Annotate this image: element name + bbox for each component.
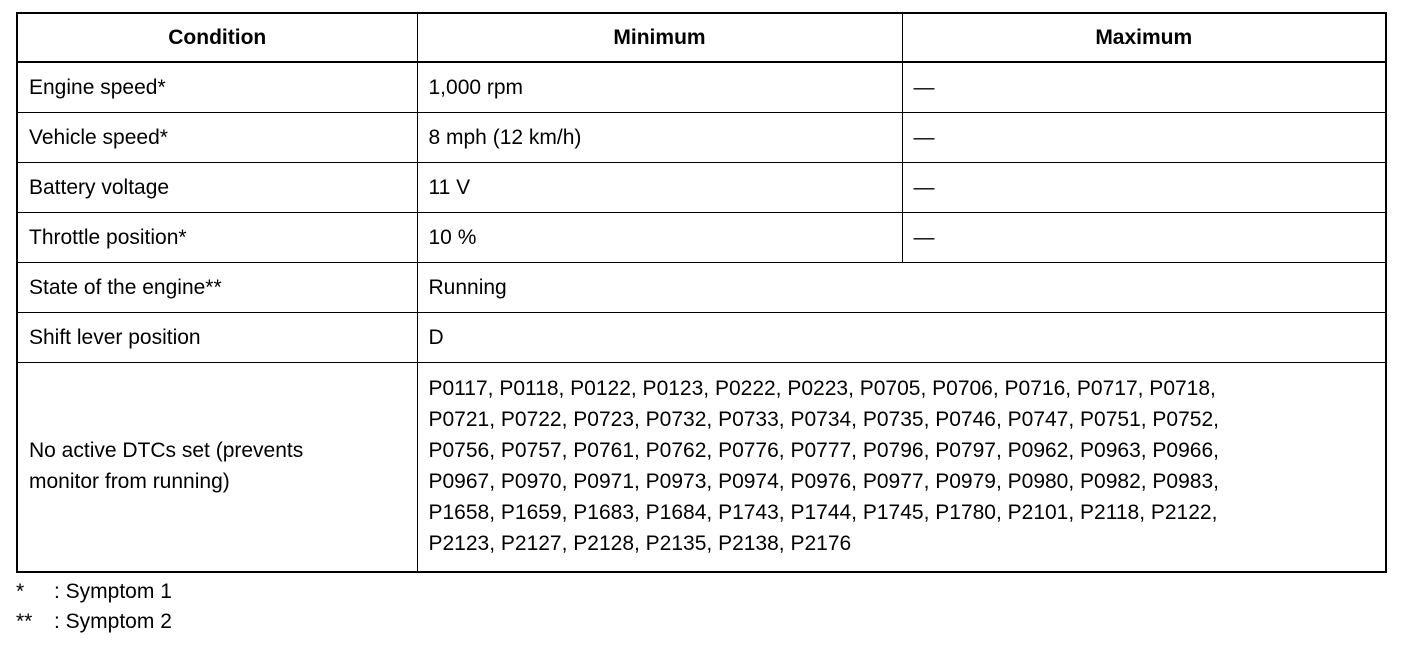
maximum-cell: — [902,213,1386,263]
table-row [17,163,1386,213]
merged-value-cell: Running [417,263,1386,313]
maximum-cell: — [902,62,1386,113]
header-minimum: Minimum [417,13,902,62]
footnote-text: : Symptom 2 [54,610,172,633]
table-row [17,263,1386,313]
footnote-item [16,607,172,637]
header-maximum: Maximum [902,13,1386,62]
footnote-mark: * [16,580,25,603]
dtc-line: P0721, P0722, P0723, P0732, P0733, P0734, P0735, P0746, P0747, P0751, P0752, [428,408,1219,431]
footnote-text: : Symptom 1 [54,580,172,603]
condition-cell: Engine speed* [17,62,417,113]
dtc-condition-cell [17,363,417,573]
dtc-table-row [17,363,1386,573]
conditions-table [16,12,1387,573]
condition-cell: Shift lever position [17,313,417,363]
table-row [17,313,1386,363]
footnote-item [16,577,172,607]
dtc-condition-line: No active DTCs set (prevents [29,439,304,462]
minimum-cell: 10 % [417,213,902,263]
dtc-line: P2123, P2127, P2128, P2135, P2138, P2176 [428,532,852,555]
dtc-condition-line: monitor from running) [29,470,230,493]
dtc-line: P1658, P1659, P1683, P1684, P1743, P1744, P1745, P1780, P2101, P2118, P2122, [428,501,1218,524]
header-condition: Condition [17,13,417,62]
table-row [17,113,1386,163]
minimum-cell: 1,000 rpm [417,62,902,113]
condition-cell: Vehicle speed* [17,113,417,163]
footnote-mark: ** [16,610,33,633]
conditions-table-container [16,12,1385,573]
dtc-line: P0117, P0118, P0122, P0123, P0222, P0223, P0705, P0706, P0716, P0717, P0718, [428,377,1216,400]
footnotes [16,577,172,637]
table-row [17,62,1386,113]
dtc-list-cell [417,363,1386,573]
table-row [17,213,1386,263]
condition-cell: State of the engine** [17,263,417,313]
minimum-cell: 8 mph (12 km/h) [417,113,902,163]
condition-cell: Throttle position* [17,213,417,263]
table-header-row [17,13,1386,62]
dtc-line: P0967, P0970, P0971, P0973, P0974, P0976, P0977, P0979, P0980, P0982, P0983, [428,470,1219,493]
dtc-line: P0756, P0757, P0761, P0762, P0776, P0777, P0796, P0797, P0962, P0963, P0966, [428,439,1219,462]
minimum-cell: 11 V [417,163,902,213]
condition-cell: Battery voltage [17,163,417,213]
merged-value-cell: D [417,313,1386,363]
maximum-cell: — [902,163,1386,213]
maximum-cell: — [902,113,1386,163]
